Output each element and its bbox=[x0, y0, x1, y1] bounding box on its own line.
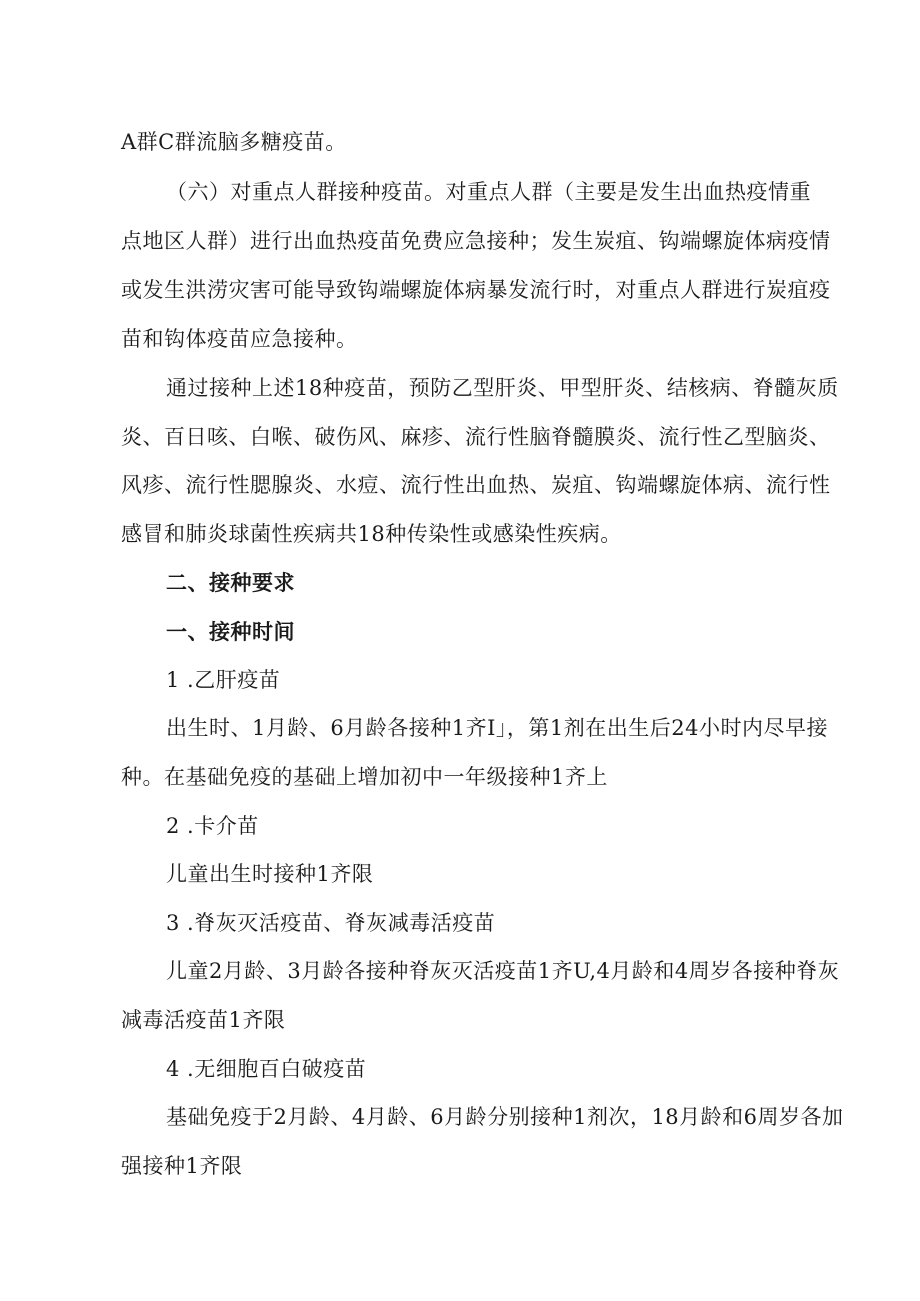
text-line: 儿童2月龄、3月龄各接种脊灰灭活疫苗1齐U,4月龄和4周岁各接种脊灰 bbox=[166, 959, 840, 983]
text-line: 点地区人群）进行出血热疫苗免费应急接种；发生炭疽、钩端螺旋体病疫情 bbox=[121, 229, 831, 253]
text-line: 苗和钩体疫苗应急接种。 bbox=[121, 327, 358, 351]
text-line: 种。在基础免疫的基础上增加初中一年级接种1齐上 bbox=[121, 765, 608, 789]
text-line: 出生时、1月龄、6月龄各接种1齐I」，第1剂在出生后24小时内尽早接 bbox=[166, 716, 828, 740]
item-heading: 2 .卡介苗 bbox=[166, 814, 259, 838]
section-heading: 一、接种时间 bbox=[166, 620, 295, 644]
text-line: 减毒活疫苗1齐限 bbox=[121, 1008, 286, 1032]
text-line: （六）对重点人群接种疫苗。对重点人群（主要是发生出血热疫情重 bbox=[166, 180, 811, 204]
text-line: 儿童出生时接种1齐限 bbox=[166, 862, 374, 886]
text-line: 基础免疫于2月龄、4月龄、6月龄分别接种1剂次，18月龄和6周岁各加 bbox=[166, 1105, 844, 1129]
item-heading: 3 .脊灰灭活疫苗、脊灰减毒活疫苗 bbox=[166, 911, 496, 935]
text-line: 感冒和肺炎球菌性疾病共18种传染性或感染性疾病。 bbox=[121, 522, 622, 546]
section-heading: 二、接种要求 bbox=[166, 571, 295, 595]
text-line: A群C群流脑多糖疫苗。 bbox=[121, 130, 347, 154]
item-heading: 1 .乙肝疫苗 bbox=[166, 668, 281, 692]
text-line: 通过接种上述18种疫苗，预防乙型肝炎、甲型肝炎、结核病、脊髓灰质 bbox=[166, 376, 839, 400]
text-line: 炎、百日咳、白喉、破伤风、麻疹、流行性脑脊髓膜炎、流行性乙型脑炎、 bbox=[121, 425, 831, 449]
text-line: 强接种1齐限 bbox=[121, 1154, 243, 1178]
text-line: 或发生洪涝灾害可能导致钩端螺旋体病暴发流行时，对重点人群进行炭疽疫 bbox=[121, 278, 831, 302]
item-heading: 4 .无细胞百白破疫苗 bbox=[166, 1057, 367, 1081]
text-line: 风疹、流行性腮腺炎、水痘、流行性出血热、炭疽、钩端螺旋体病、流行性 bbox=[121, 473, 831, 497]
